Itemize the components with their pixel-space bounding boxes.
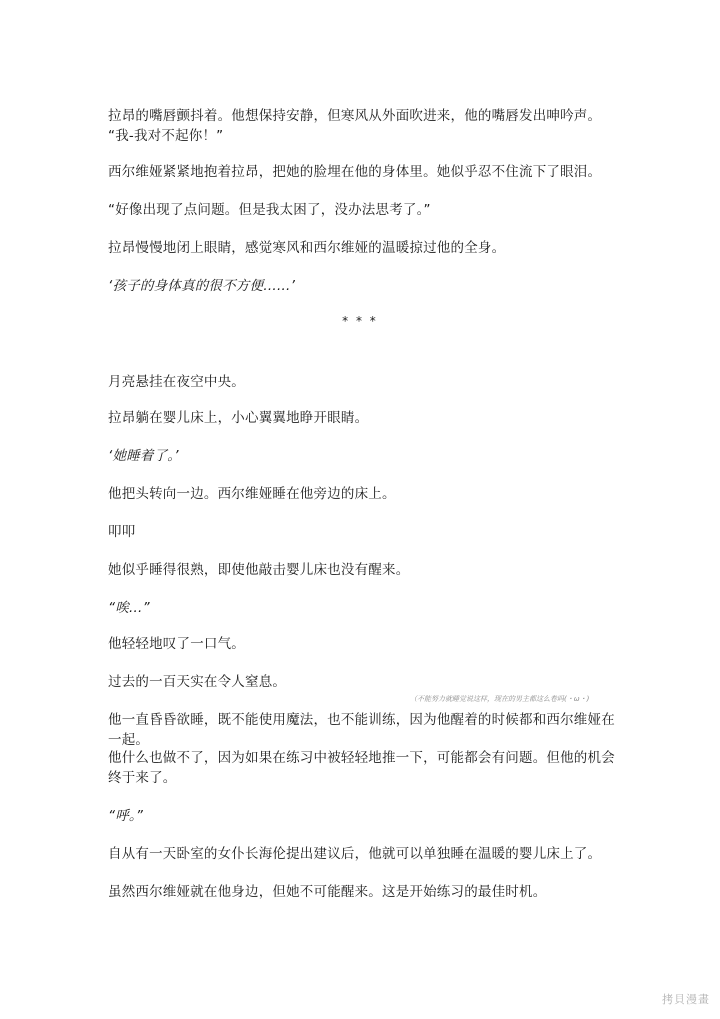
paragraph-12: 自从有一天卧室的女仆长海伦提出建议后，他就可以单独睡在温暖的婴儿床上了。 [108,846,602,862]
watermark: 拷貝漫畫 [662,993,710,1006]
paragraph-6: 他把头转向一边。西尔维娅睡在他旁边的床上。 [108,486,396,502]
inner-thought-2: ‘她睡着了。’ [108,448,179,464]
paragraph-2: 西尔维娅紧紧地抱着拉昂，把她的脸埋在他的身体里。她似乎忍不住流下了眼泪。 [108,164,602,180]
translator-note: （不能努力就睡觉说这样，现在的男主都这么卷吗(・ω・) [410,695,590,703]
paragraph-5: 拉昂躺在婴儿床上，小心翼翼地睁开眼睛。 [108,410,369,426]
dialogue-breath: “呼。” [108,808,144,824]
paragraph-9: 过去的一百天实在令人窒息。 [108,674,287,690]
paragraph-8: 他轻轻地叹了一口气。 [108,636,245,652]
paragraph-4: 月亮悬挂在夜空中央。 [108,374,245,390]
paragraph-10: 他一直昏昏欲睡，既不能使用魔法，也不能训练，因为他醒着的时候都和西尔维娅在一起。 [108,712,615,748]
inner-thought-1: ‘孩子的身体真的很不方便……’ [108,278,296,294]
dialogue-sigh: “唉…” [108,600,150,616]
paragraph-11: 他什么也做不了，因为如果在练习中被轻轻地推一下，可能都会有问题。但他的机会终于来了。 [108,750,615,786]
section-separator: * * * [342,314,378,328]
paragraph-7: 她似乎睡得很熟，即使他敲击婴儿床也没有醒来。 [108,562,410,578]
dialogue-apology: “我-我对不起你！” [108,128,224,144]
paragraph-13: 虽然西尔维娅就在他身边，但她不可能醒来。这是开始练习的最佳时机。 [108,884,547,900]
sound-effect: 叩叩 [108,524,136,540]
paragraph-3: 拉昂慢慢地闭上眼睛，感觉寒风和西尔维娅的温暖掠过他的全身。 [108,240,506,256]
dialogue-problem: “好像出现了点问题。但是我太困了，没办法思考了。” [108,202,431,218]
paragraph-1: 拉昂的嘴唇颤抖着。他想保持安静，但寒风从外面吹进来，他的嘴唇发出呻吟声。 [108,108,602,124]
